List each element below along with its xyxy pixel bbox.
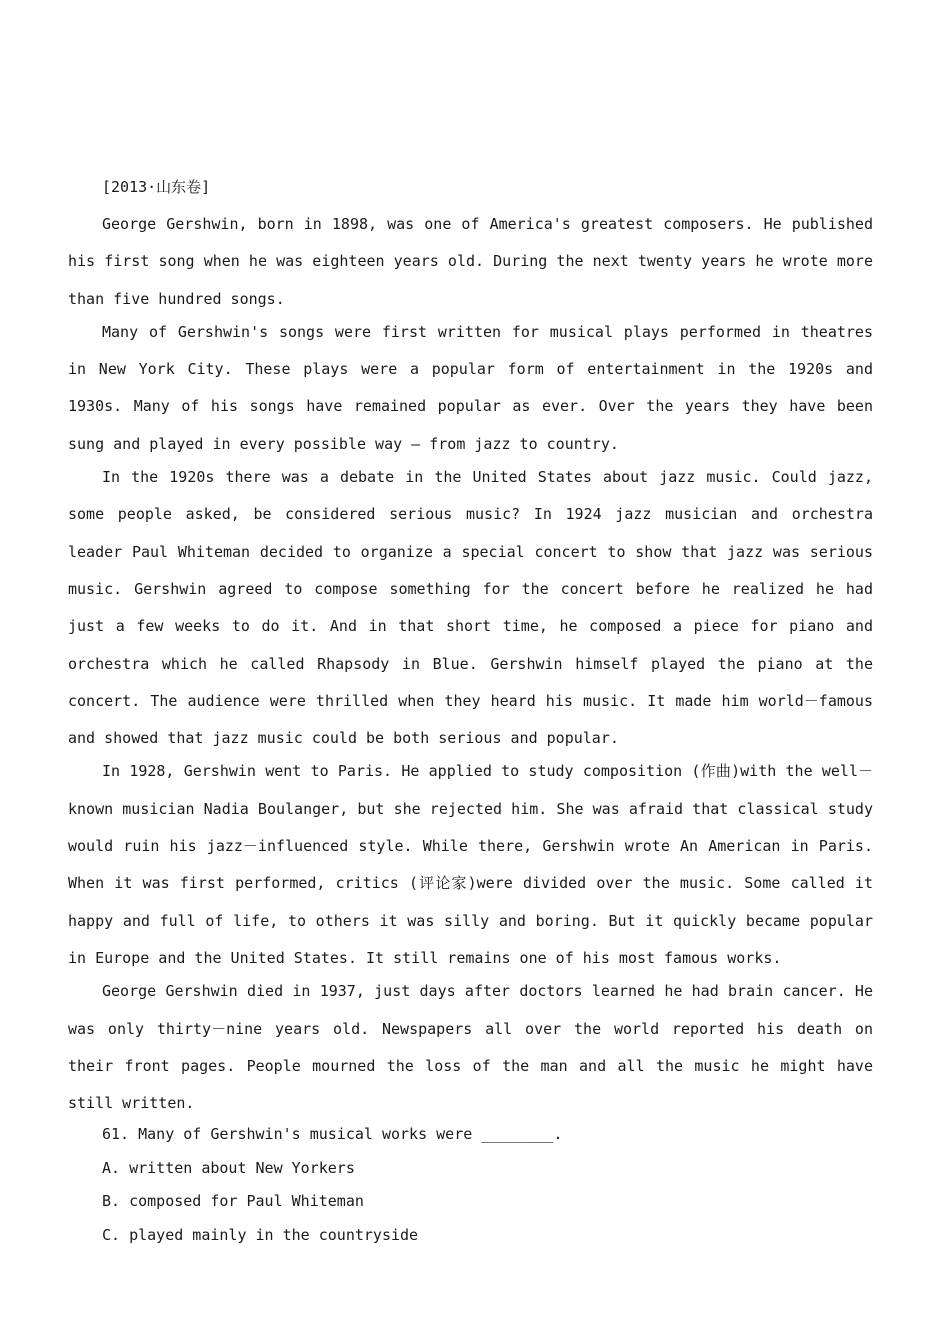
exam-source-label: [2013·山东卷] [102,178,211,196]
passage-paragraph-3: In the 1920s there was a debate in the United States about jazz music. Could jazz, some people asked, be considered serious music? In 1924 jazz musician and orchestra leader Paul Whiteman decided to organize a special concert to show that jazz was serious music. Gershwin agreed to compose something for the concert before he realized he had just a few weeks to do it. And in that short time, he composed a piece for piano and orchestra which he called Rhapsody in Blue. Gershwin himself played the piano at the concert. The audience were thrilled when they heard his music. It made him world－famous and showed that jazz music could be both serious and popular. [68,468,873,748]
answer-option-a: A. written about New Yorkers [102,1158,355,1177]
passage-paragraph-5: George Gershwin died in 1937, just days after doctors learned he had brain cancer. He was only thirty－nine years old. Newspapers all over the world reported his death on their front pages. People mourned the loss of the man and all the music he might have still written. [68,982,873,1113]
answer-option-b: B. composed for Paul Whiteman [102,1192,364,1211]
passage-paragraph-4: In 1928, Gershwin went to Paris. He applied to study composition (作曲)with the well－known musician Nadia Boulanger, but she rejected him. She was afraid that classical study would ruin his jazz－influenced style. While there, Gershwin wrote An American in Paris. When it was first performed, critics (评论家)were divided over the music. Some called it happy and full of life, to others it was silly and boring. But it quickly became popular in Europe and the United States. It still remains one of his most famous works. [68,762,873,967]
passage-paragraph-1: George Gershwin, born in 1898, was one of America's greatest composers. He published his first song when he was eighteen years old. During the next twenty years he wrote more than five hundred songs. [68,215,873,308]
passage-paragraph-2: Many of Gershwin's songs were first written for musical plays performed in theatres in New York City. These plays were a popular form of entertainment in the 1920s and 1930s. Many of his songs have remained popular as ever. Over the years they have been sung and played in every possible way — from jazz to country. [68,322,873,453]
question-stem: 61. Many of Gershwin's musical works were ________. [102,1125,563,1144]
answer-option-c: C. played mainly in the countryside [102,1225,419,1244]
document-page [68,172,873,1252]
